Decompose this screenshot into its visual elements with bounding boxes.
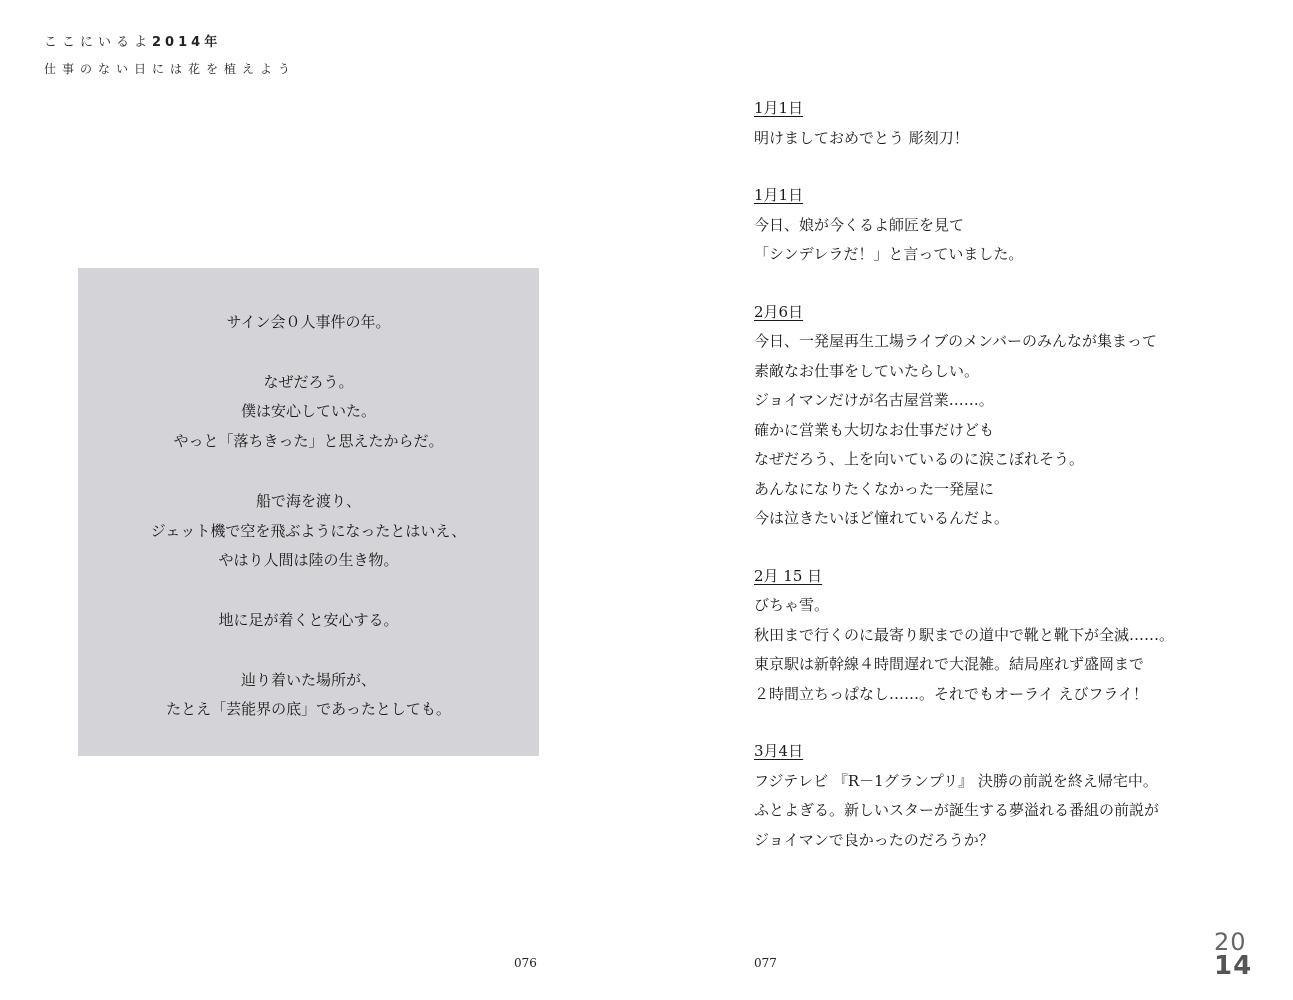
entry-line: 「シンデレラだ！」と言っていました。 <box>754 245 1024 263</box>
diary-entry <box>754 562 1234 710</box>
essay-line: ジェット機で空を飛ぶようになったとはいえ、 <box>150 521 467 540</box>
diary-entries <box>754 94 1234 883</box>
essay-line: やはり人間は陸の生き物。 <box>218 551 399 570</box>
essay-line: なぜだろう。 <box>263 372 354 391</box>
entry-line: 今日、娘が今くるよ師匠を見て <box>754 215 965 234</box>
entry-line: ジョイマンで良かったのだろうか？ <box>754 830 994 849</box>
year-mark-bottom: 14 <box>1214 951 1253 981</box>
entry-line: ２時間立ちっぱなし……。それでもオーライ えびフライ！ <box>754 684 1148 703</box>
essay-line: やっと「落ちきった」と思えたからだ。 <box>173 432 444 451</box>
entry-date: 1月1日 <box>754 99 804 117</box>
page-number-left: 076 <box>514 956 537 970</box>
essay-stanza <box>78 368 539 457</box>
essay-stanza <box>78 487 539 576</box>
running-header-subtitle: 仕事のない日には花を植えよう <box>44 62 297 76</box>
essay-line: 辿り着いた場所が、 <box>240 670 376 689</box>
entry-line: 今は泣きたいほど憧れているんだよ。 <box>754 509 1010 527</box>
entry-line: フジテレビ 『R－1グランプリ』 決勝の前説を終え帰宅中。 <box>754 771 1158 790</box>
entry-line: 秋田まで行くのに最寄り駅までの道中で靴と靴下が全滅……。 <box>754 625 1175 644</box>
entry-line: 今日、一発屋再生工場ライブのメンバーのみんなが集まって <box>754 332 1158 350</box>
essay-line: 僕は安心していた。 <box>240 402 376 421</box>
essay-line: たとえ「芸能界の底」であったとしても。 <box>166 700 451 719</box>
entry-line: ジョイマンだけが名古屋営業……。 <box>754 391 994 409</box>
essay-line: 地に足が着くと安心する。 <box>218 610 399 629</box>
essay-stanza <box>78 606 539 636</box>
entry-date: 2月 15 日 <box>754 566 823 585</box>
entry-line: 明けましておめでとう 彫刻刀！ <box>754 128 969 147</box>
essay-stanza <box>78 308 539 338</box>
entry-line: 確かに営業も大切なお仕事だけども <box>754 420 995 439</box>
diary-entry <box>754 181 1234 270</box>
entry-date: 3月4日 <box>754 742 804 760</box>
entry-line: ふとよぎる。新しいスターが誕生する夢溢れる番組の前説が <box>754 801 1160 819</box>
entry-line: 素敵なお仕事をしていたらしい。 <box>754 361 980 380</box>
running-header-title <box>44 34 296 52</box>
year-mark-top: 20 <box>1214 928 1247 956</box>
entry-line: あんなになりたくなかった一発屋に <box>754 479 995 498</box>
diary-entry <box>754 94 1234 153</box>
diary-entry <box>754 737 1234 855</box>
essay-text <box>78 308 539 725</box>
header-title-year: 2014年 <box>152 35 222 50</box>
essay-line: サイン会０人事件の年。 <box>226 313 391 331</box>
entry-line: なぜだろう、上を向いているのに涙こぼれそう。 <box>754 450 1085 468</box>
essay-box <box>78 268 539 756</box>
header-title-prefix: ここにいるよ <box>44 35 153 50</box>
entry-line: びちゃ雪。 <box>754 596 830 614</box>
entry-date: 2月6日 <box>754 302 804 321</box>
entry-date: 1月1日 <box>754 186 804 204</box>
essay-line: 船で海を渡り、 <box>255 491 361 510</box>
running-header <box>44 34 296 78</box>
diary-entry <box>754 298 1234 534</box>
page-number-right: 077 <box>754 956 777 970</box>
year-mark <box>1214 928 1253 981</box>
entry-line: 東京駅は新幹線４時間遅れで大混雑。結局座れず盛岡まで <box>754 655 1145 673</box>
essay-stanza <box>78 666 539 726</box>
